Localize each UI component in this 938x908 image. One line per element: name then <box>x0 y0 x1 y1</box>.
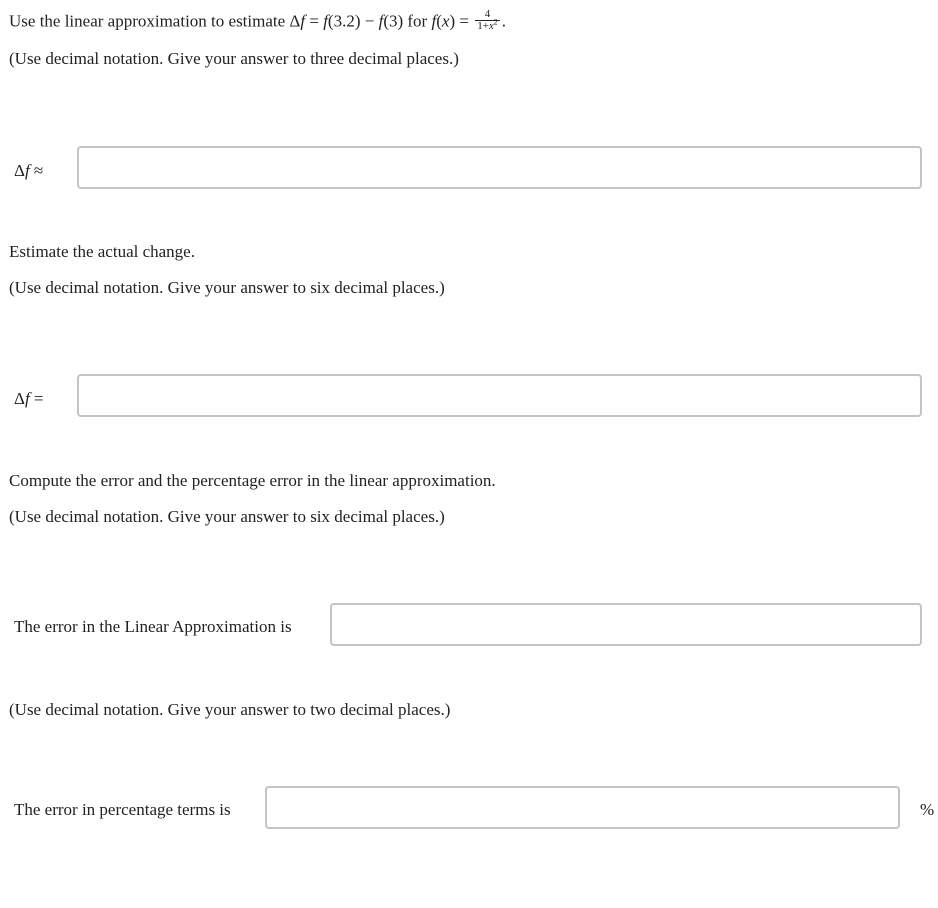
part1-instruction: (Use decimal notation. Give your answer to three decimal places.) <box>9 49 459 68</box>
question-period: . <box>501 11 507 31</box>
math-f: f <box>24 161 30 180</box>
part3-heading: Compute the error and the percentage error in the linear approximation. <box>9 471 496 490</box>
math-f: f <box>431 11 437 31</box>
delta-symbol: Δ <box>289 11 301 31</box>
math-arg: (3.2) − <box>327 11 379 31</box>
math-eq: = <box>305 11 324 31</box>
fraction-den-exp: 2 <box>493 17 498 27</box>
math-arg: (3) for <box>383 11 432 31</box>
question-intro: Use the linear approximation to estimate <box>9 11 290 31</box>
part2-heading: Estimate the actual change. <box>9 242 195 261</box>
delta-symbol: Δ <box>14 161 25 180</box>
delta-symbol: Δ <box>14 389 25 408</box>
percent-error-input[interactable] <box>265 786 900 829</box>
part1-label <box>14 161 43 181</box>
delta-f-approx-input[interactable] <box>77 146 922 189</box>
part2-label <box>14 389 44 409</box>
fraction-den-var: x <box>488 20 494 32</box>
equals-symbol: = <box>29 389 44 408</box>
math-paren: ) = <box>449 11 474 31</box>
fraction-denominator <box>475 17 500 32</box>
approx-symbol: ≈ <box>29 161 44 180</box>
delta-f-actual-input[interactable] <box>77 374 922 417</box>
fraction <box>475 9 500 32</box>
math-f: f <box>24 389 30 408</box>
error-input[interactable] <box>330 603 922 646</box>
math-paren: ( <box>436 11 442 31</box>
error-label: The error in the Linear Approximation is <box>14 617 292 636</box>
math-x: x <box>441 11 450 31</box>
fraction-den-base: 1+ <box>477 20 489 32</box>
math-f: f <box>378 11 384 31</box>
fraction-numerator: 4 <box>484 8 491 20</box>
math-f: f <box>323 11 328 31</box>
percent-unit: % <box>920 800 935 819</box>
math-f: f <box>300 11 306 31</box>
question-text <box>9 8 507 34</box>
part4-instruction: (Use decimal notation. Give your answer to two decimal places.) <box>9 700 451 719</box>
part2-instruction: (Use decimal notation. Give your answer to six decimal places.) <box>9 278 445 297</box>
percent-error-label: The error in percentage terms is <box>14 800 231 819</box>
part3-instruction: (Use decimal notation. Give your answer to six decimal places.) <box>9 507 445 526</box>
